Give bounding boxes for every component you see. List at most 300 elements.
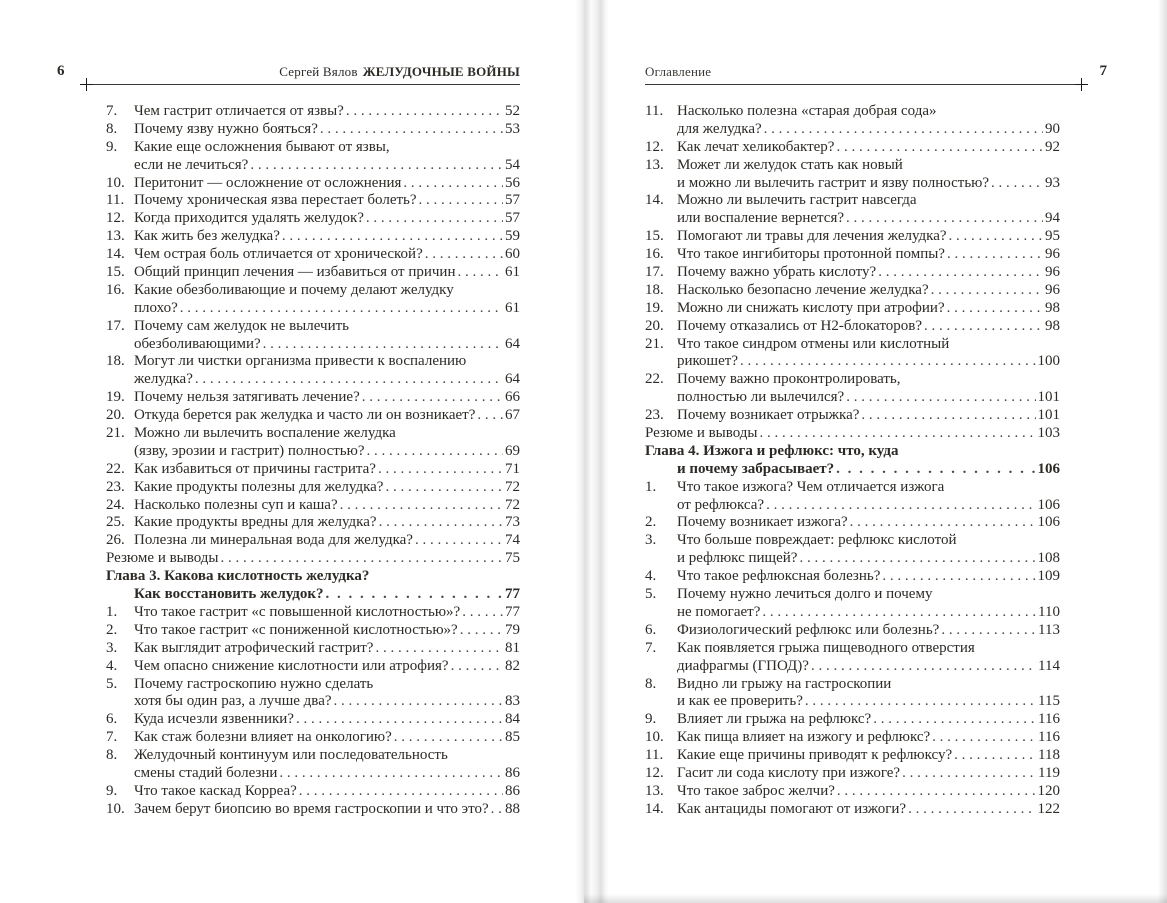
toc-page-ref: 61 [505, 299, 520, 316]
toc-entry-number: 16. [106, 281, 125, 298]
dot-leader [861, 407, 1035, 425]
toc-page-ref: 64 [505, 335, 520, 352]
toc-entry-number: 22. [106, 460, 125, 477]
dot-leader [836, 461, 1035, 479]
toc-entry-number: 11. [645, 747, 664, 764]
toc-line [645, 550, 1060, 568]
toc-page-ref: 96 [1045, 281, 1060, 298]
toc-entry-text: Глава 4. Изжога и рефлюкс: что, куда [645, 442, 899, 459]
toc-entry-number: 21. [645, 335, 664, 352]
toc-entry-text: диафрагмы (ГПОД)? [677, 657, 809, 674]
dot-leader [908, 801, 1035, 819]
toc-page-ref: 57 [505, 192, 520, 209]
toc-entry-text: желудка? [134, 371, 193, 388]
dot-leader [221, 550, 503, 568]
dot-leader [949, 228, 1043, 246]
toc-page-ref: 75 [505, 550, 520, 567]
toc-line [645, 407, 1060, 425]
dot-leader [462, 604, 503, 622]
toc-entry-text: Может ли желудок стать как новый [677, 156, 903, 173]
toc-page-ref: 84 [505, 711, 520, 728]
toc-entry-text: Почему важно убрать кислоту? [677, 264, 877, 281]
toc-page-ref: 72 [505, 496, 520, 513]
toc-entry-text: Чем опасно снижение кислотности или атрофия? [134, 657, 449, 674]
toc-entry-text: Можно ли снижать кислоту при атрофии? [677, 299, 945, 316]
dot-leader [760, 425, 1036, 443]
toc-page-ref: 69 [505, 442, 520, 459]
toc-page-ref: 103 [1037, 425, 1060, 442]
toc-line [106, 246, 520, 264]
toc-entry-text: Чем гастрит отличается от язвы? [134, 103, 344, 119]
header-rule-right [645, 84, 1082, 85]
dot-leader [403, 175, 503, 193]
toc-entry-text: Как антациды помогают от изжоги? [677, 800, 907, 817]
dot-leader [334, 693, 503, 711]
toc-line [645, 640, 1060, 658]
toc-chapter-line [106, 586, 520, 604]
running-author: Сергей Вялов [279, 64, 358, 79]
toc-entry-number: 2. [106, 621, 118, 638]
toc-line [645, 747, 1060, 765]
toc-entry-number: 14. [106, 246, 125, 263]
toc-entry-number: 14. [645, 192, 664, 209]
toc-page-ref: 86 [505, 764, 520, 781]
toc-entry-number: 6. [106, 711, 118, 728]
toc-line [106, 318, 520, 336]
dot-leader [941, 622, 1036, 640]
toc-line [106, 103, 520, 121]
dot-leader [425, 246, 503, 264]
toc-line [106, 801, 520, 819]
running-head-left [279, 65, 520, 79]
dot-leader [385, 479, 503, 497]
toc-entry-text: Видно ли грыжу на гастроскопии [677, 675, 892, 692]
dot-leader [415, 532, 503, 550]
toc-line [645, 318, 1060, 336]
page-right [584, 0, 1167, 903]
toc-entry-text: Как появляется грыжа пищеводного отверстия [677, 639, 975, 656]
toc-entry-number: 5. [106, 675, 118, 692]
toc-entry-text: Откуда берется рак желудка и часто ли он возникает? [134, 407, 476, 424]
dot-leader [947, 300, 1043, 318]
toc-entry-number: 19. [645, 299, 664, 316]
toc-entry-number: 23. [106, 478, 125, 495]
toc-page-ref: 95 [1045, 228, 1060, 245]
toc-list-left [106, 103, 520, 819]
toc-entry-text: Какие еще причины приводят к рефлюксу? [677, 747, 953, 764]
dot-leader [195, 371, 503, 389]
toc-line [106, 157, 520, 175]
toc-chapter-line [645, 461, 1060, 479]
toc-page-ref: 108 [1037, 550, 1060, 567]
toc-line [645, 711, 1060, 729]
toc-entry-text: смены стадий болезни [134, 764, 278, 781]
toc-page-ref: 52 [505, 103, 520, 119]
toc-line [106, 425, 520, 443]
toc-page-ref: 77 [505, 603, 520, 620]
toc-line [106, 640, 520, 658]
toc-entry-number: 11. [645, 103, 664, 119]
toc-entry-number: 19. [106, 389, 125, 406]
toc-entry-number: 13. [645, 156, 664, 173]
toc-page-ref: 59 [505, 228, 520, 245]
toc-entry-text: Как стаж болезни влияет на онкологию? [134, 729, 392, 746]
dot-leader [954, 747, 1036, 765]
toc-line [106, 389, 520, 407]
toc-line [106, 461, 520, 479]
toc-entry-text: Что такое синдром отмены или кислотный [677, 335, 950, 352]
toc-entry-text: Желудочный континуум или последовательность [134, 747, 448, 764]
toc-page-ref: 53 [505, 120, 520, 137]
toc-entry-number: 13. [106, 228, 125, 245]
toc-line [106, 765, 520, 783]
dot-leader [457, 264, 503, 282]
toc-page-ref: 116 [1038, 711, 1060, 728]
toc-line [645, 139, 1060, 157]
toc-entry-number: 7. [106, 103, 118, 119]
toc-page-ref: 82 [505, 657, 520, 674]
toc-entry-number: 24. [106, 496, 125, 513]
toc-entry-number: 18. [106, 353, 125, 370]
toc-page-ref: 67 [505, 407, 520, 424]
toc-entry-text: Почему отказались от Н2-блокаторов? [677, 317, 923, 334]
toc-line [106, 550, 520, 568]
toc-page-ref: 106 [1037, 496, 1060, 513]
toc-entry-text: Как избавиться от причины гастрита? [134, 460, 376, 477]
dot-leader [282, 228, 503, 246]
toc-entry-text: Какие еще осложнения бывают от язвы, [134, 138, 390, 155]
toc-page-ref: 88 [505, 800, 520, 817]
toc-line [645, 532, 1060, 550]
toc-page-ref: 115 [1038, 693, 1060, 710]
toc-line [645, 157, 1060, 175]
toc-entry-number: 17. [106, 317, 125, 334]
dot-leader [367, 443, 503, 461]
toc-line [106, 532, 520, 550]
dot-leader [811, 658, 1036, 676]
toc-page-ref: 85 [505, 729, 520, 746]
toc-entry-number: 9. [645, 711, 657, 728]
toc-line [645, 336, 1060, 354]
toc-page-ref: 116 [1038, 729, 1060, 746]
toc-page-ref: 81 [505, 639, 520, 656]
toc-entry-number: 8. [106, 747, 118, 764]
toc-entry-text: Что такое каскад Корреа? [134, 782, 297, 799]
toc-line [106, 282, 520, 300]
toc-line [106, 747, 520, 765]
toc-entry-number: 13. [645, 782, 664, 799]
toc-entry-text: обезболивающими? [134, 335, 261, 352]
toc-line [106, 711, 520, 729]
toc-line [645, 765, 1060, 783]
toc-entry-text: Глава 3. Какова кислотность желудка? [106, 568, 370, 585]
toc-entry-number: 16. [645, 246, 664, 263]
toc-page-ref: 90 [1045, 120, 1060, 137]
toc-page-ref: 56 [505, 174, 520, 191]
toc-line [106, 693, 520, 711]
dot-leader [250, 157, 503, 175]
toc-entry-text: или воспаление вернется? [677, 210, 845, 227]
toc-entry-number: 22. [645, 371, 664, 388]
toc-line [645, 604, 1060, 622]
toc-line [645, 300, 1060, 318]
toc-entry-number: 9. [106, 138, 118, 155]
toc-page-ref: 96 [1045, 264, 1060, 281]
toc-entry-text: Почему нужно лечиться долго и почему [677, 586, 933, 603]
toc-page-ref: 86 [505, 782, 520, 799]
toc-entry-text: Как пища влияет на изжогу и рефлюкс? [677, 729, 931, 746]
running-head-right: Оглавление [645, 64, 712, 79]
toc-entry-text: Что такое ингибиторы протонной помпы? [677, 246, 945, 263]
toc-line [645, 658, 1060, 676]
toc-entry-number: 9. [106, 782, 118, 799]
page-number-right: 7 [1099, 63, 1107, 79]
toc-line [106, 139, 520, 157]
toc-line [645, 783, 1060, 801]
toc-line [645, 175, 1060, 193]
toc-line [645, 676, 1060, 694]
toc-entry-number: 1. [645, 478, 657, 495]
toc-line [645, 192, 1060, 210]
toc-entry-text: Что такое заброс желчи? [677, 782, 835, 799]
dot-leader [491, 801, 503, 819]
toc-page-ref: 101 [1037, 407, 1060, 424]
page-left [0, 0, 583, 903]
toc-entry-text: Почему язву нужно бояться? [134, 120, 318, 137]
dot-leader [882, 568, 1035, 586]
toc-entry-number: 6. [645, 621, 657, 638]
toc-entry-number: 12. [645, 764, 664, 781]
toc-entry-text: Что такое гастрит «с повышенной кислотностью»? [134, 603, 461, 620]
toc-entry-text: Как лечат хеликобактер? [677, 138, 835, 155]
toc-line [106, 353, 520, 371]
dot-leader [878, 264, 1043, 282]
toc-entry-number: 4. [106, 657, 118, 674]
toc-entry-text: от рефлюкса? [677, 496, 765, 513]
toc-line [106, 622, 520, 640]
toc-entry-text: Гасит ли сода кислоту при изжоге? [677, 764, 901, 781]
toc-entry-text: и можно ли вылечить гастрит и язву полностью? [677, 174, 990, 191]
toc-line [106, 121, 520, 139]
toc-page-ref: 122 [1037, 800, 1060, 817]
dot-leader [836, 139, 1043, 157]
toc-page-ref: 54 [505, 156, 520, 173]
toc-line [645, 622, 1060, 640]
toc-page-ref: 72 [505, 478, 520, 495]
toc-entry-text: и почему забрасывает? [677, 460, 835, 477]
toc-page-ref: 66 [505, 389, 520, 406]
toc-entry-number: 25. [106, 514, 125, 531]
toc-line [106, 514, 520, 532]
toc-entry-text: Насколько полезны суп и каша? [134, 496, 338, 513]
toc-line [645, 514, 1060, 532]
dot-leader [762, 604, 1036, 622]
toc-entry-text: и рефлюкс пищей? [677, 550, 798, 567]
toc-line [106, 783, 520, 801]
toc-entry-text: хотя бы один раз, а лучше два? [134, 693, 332, 710]
toc-line [106, 729, 520, 747]
dot-leader [805, 693, 1036, 711]
toc-entry-number: 10. [106, 800, 125, 817]
toc-line [106, 497, 520, 515]
toc-entry-text: Почему сам желудок не вылечить [134, 317, 349, 334]
toc-entry-text: Какие продукты вредны для желудка? [134, 514, 377, 531]
dot-leader [366, 210, 503, 228]
dot-leader [378, 461, 503, 479]
toc-entry-text: Почему нельзя затягивать лечение? [134, 389, 360, 406]
dot-leader [932, 729, 1036, 747]
toc-line [645, 228, 1060, 246]
dot-leader [947, 246, 1043, 264]
toc-entry-text: Резюме и выводы [645, 425, 758, 442]
toc-entry-text: Резюме и выводы [106, 550, 219, 567]
dot-leader [991, 175, 1043, 193]
dot-leader [326, 586, 503, 604]
toc-line [645, 210, 1060, 228]
dot-leader [180, 300, 503, 318]
toc-entry-number: 3. [106, 639, 118, 656]
dot-leader [340, 497, 503, 515]
toc-entry-number: 15. [645, 228, 664, 245]
toc-entry-text: (язву, эрозии и гастрит) полностью? [134, 442, 365, 459]
toc-page-ref: 114 [1038, 657, 1060, 674]
toc-entry-text: Можно ли вылечить воспаление желудка [134, 425, 396, 442]
toc-line [645, 801, 1060, 819]
toc-page-ref: 74 [505, 532, 520, 549]
toc-entry-text: Что такое гастрит «с пониженной кислотностью»? [134, 621, 458, 638]
toc-entry-text: и как ее проверить? [677, 693, 803, 710]
dot-leader [394, 729, 503, 747]
toc-entry-text: Что такое рефлюксная болезнь? [677, 568, 881, 585]
toc-page-ref: 98 [1045, 299, 1060, 316]
toc-entry-text: Чем острая боль отличается от хронической? [134, 246, 423, 263]
crop-mark-icon [80, 78, 93, 91]
toc-entry-text: полностью ли вылечился? [677, 389, 845, 406]
dot-leader [263, 336, 503, 354]
toc-page-ref: 57 [505, 210, 520, 227]
toc-entry-text: Можно ли вылечить гастрит навсегда [677, 192, 917, 209]
toc-line [645, 103, 1060, 121]
toc-line [645, 282, 1060, 300]
toc-entry-number: 11. [106, 192, 125, 209]
toc-entry-text: Куда исчезли язвенники? [134, 711, 294, 728]
toc-entry-text: Когда приходится удалять желудок? [134, 210, 364, 227]
toc-entry-number: 12. [645, 138, 664, 155]
toc-page-ref: 73 [505, 514, 520, 531]
toc-line [645, 729, 1060, 747]
toc-entry-text: Что больше повреждает: рефлюкс кислотой [677, 532, 957, 549]
toc-entry-number: 7. [645, 639, 657, 656]
toc-line [645, 497, 1060, 515]
toc-entry-text: Какие обезболивающие и почему делают желудку [134, 281, 454, 298]
toc-line [106, 604, 520, 622]
toc-page-ref: 100 [1037, 353, 1060, 370]
dot-leader [924, 318, 1043, 336]
toc-entry-text: Насколько безопасно лечение желудка? [677, 281, 929, 298]
dot-leader [279, 765, 503, 783]
toc-entry-text: для желудка? [677, 120, 762, 137]
toc-entry-text: Почему важно проконтролировать, [677, 371, 901, 388]
toc-page-ref: 64 [505, 371, 520, 388]
toc-entry-number: 21. [106, 425, 125, 442]
toc-page-ref: 92 [1045, 138, 1060, 155]
toc-entry-text: Помогают ли травы для лечения желудка? [677, 228, 947, 245]
dot-leader [766, 497, 1035, 515]
toc-entry-text: Почему возникает отрыжка? [677, 407, 860, 424]
dot-leader [419, 192, 503, 210]
toc-entry-number: 4. [645, 568, 657, 585]
toc-entry-number: 7. [106, 729, 118, 746]
toc-line [645, 586, 1060, 604]
toc-page-ref: 106 [1037, 514, 1060, 531]
toc-line [645, 371, 1060, 389]
toc-entry-number: 15. [106, 264, 125, 281]
dot-leader [346, 103, 503, 121]
toc-line [106, 658, 520, 676]
toc-page-ref: 106 [1037, 460, 1060, 477]
toc-entry-number: 23. [645, 407, 664, 424]
toc-entry-text: Как восстановить желудок? [134, 586, 324, 603]
toc-entry-text: Зачем берут биопсию во время гастроскопии и что это? [134, 800, 489, 817]
dot-leader [902, 765, 1036, 783]
toc-entry-text: не помогает? [677, 603, 761, 620]
page-number-left: 6 [57, 63, 65, 79]
toc-entry-text: Почему хроническая язва перестает болеть? [134, 192, 417, 209]
dot-leader [379, 514, 503, 532]
toc-line [106, 228, 520, 246]
header-rule-left [85, 84, 520, 85]
dot-leader [846, 389, 1035, 407]
toc-entry-text: Почему возникает изжога? [677, 514, 848, 531]
dot-leader [740, 353, 1036, 371]
toc-entry-text: плохо? [134, 299, 178, 316]
toc-entry-text: рикошет? [677, 353, 738, 370]
toc-line [645, 246, 1060, 264]
toc-line [106, 479, 520, 497]
toc-page-ref: 79 [505, 621, 520, 638]
toc-entry-text: если не лечиться? [134, 156, 249, 173]
toc-page-ref: 109 [1037, 568, 1060, 585]
toc-line [106, 407, 520, 425]
dot-leader [764, 121, 1043, 139]
dot-leader [375, 640, 503, 658]
toc-entry-number: 20. [106, 407, 125, 424]
toc-page-ref: 77 [505, 586, 520, 603]
toc-entry-text: Могут ли чистки организма привести к воспалению [134, 353, 467, 370]
toc-line [645, 353, 1060, 371]
toc-entry-number: 26. [106, 532, 125, 549]
toc-entry-text: Общий принцип лечения — избавиться от причин [134, 264, 456, 281]
toc-entry-number: 2. [645, 514, 657, 531]
toc-entry-number: 14. [645, 800, 664, 817]
toc-line [106, 676, 520, 694]
toc-entry-number: 10. [106, 174, 125, 191]
toc-page-ref: 93 [1045, 174, 1060, 191]
toc-list-right [645, 103, 1060, 819]
dot-leader [799, 550, 1035, 568]
toc-chapter-line [645, 443, 1060, 461]
toc-line [106, 192, 520, 210]
dot-leader [873, 711, 1036, 729]
toc-entry-text: Как жить без желудка? [134, 228, 280, 245]
toc-chapter-line [106, 568, 520, 586]
toc-entry-number: 3. [645, 532, 657, 549]
toc-entry-text: Почему гастроскопию нужно сделать [134, 675, 374, 692]
toc-page-ref: 83 [505, 693, 520, 710]
toc-page-ref: 118 [1038, 747, 1060, 764]
dot-leader [460, 622, 503, 640]
toc-line [645, 479, 1060, 497]
